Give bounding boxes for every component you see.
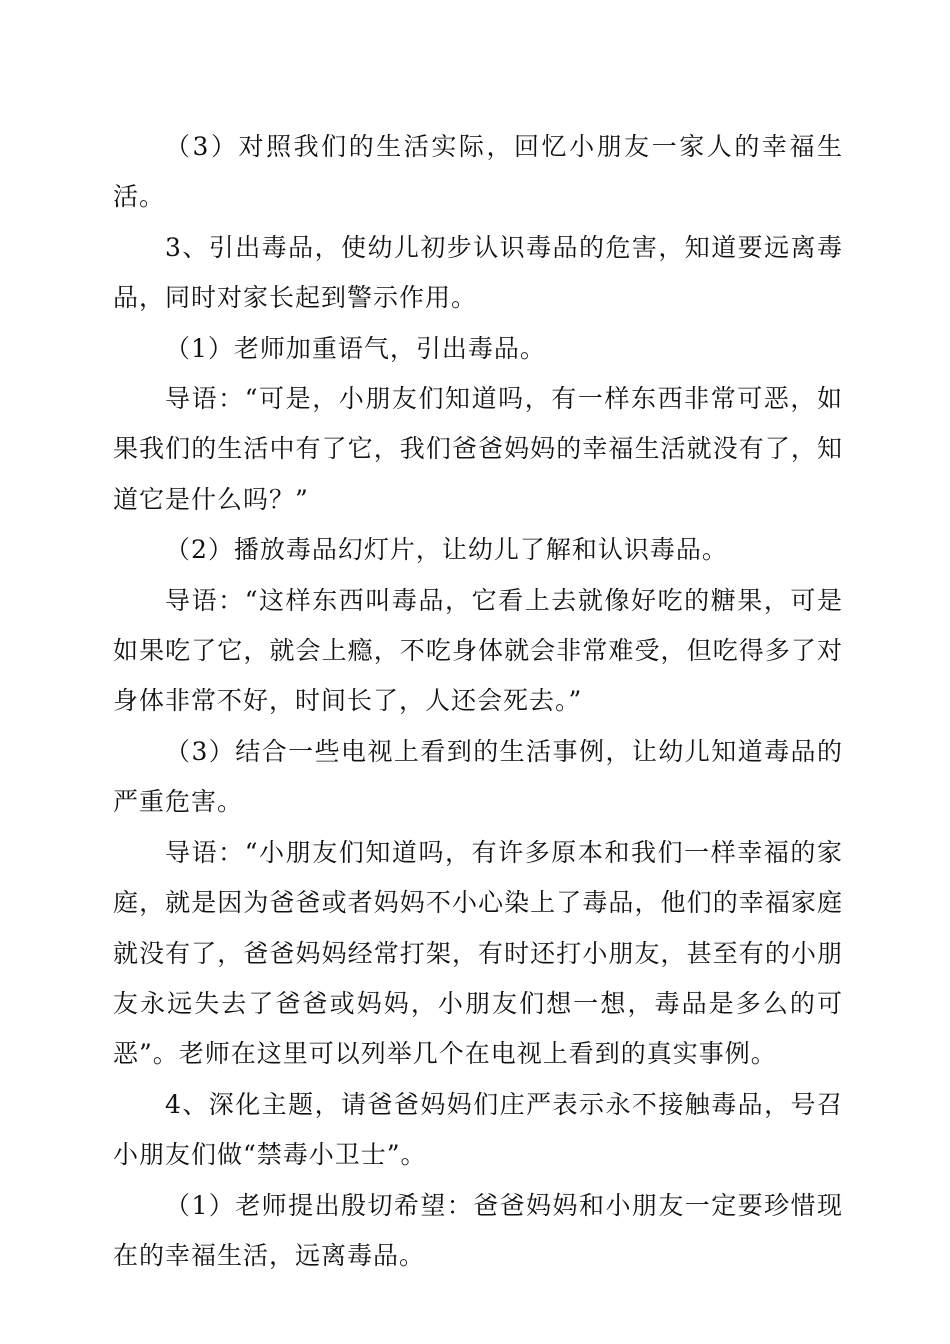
paragraph-step-1: （1）老师加重语气，引出毒品。 (165, 333, 546, 363)
paragraph-guide-2: 导语：“这样东西叫毒品，它看上去就像好吃的糖果，可是如果吃了它，就会上瘾，不吃身体就会非常难受，但吃得多了对身体非常不好，时间长了，人还会死去。” (113, 585, 843, 716)
paragraph-step-3-3: （3）对照我们的生活实际，回忆小朋友一家人的幸福生活。 (113, 132, 843, 212)
paragraph-guide-3: 导语：“小朋友们知道吗，有许多原本和我们一样幸福的家庭，就是因为爸爸或者妈妈不小心染上了毒品，他们的幸福家庭就没有了，爸爸妈妈经常打架，有时还打小朋友，甚至有的小朋友永远失去了爸爸或妈妈，小朋友们想一想，毒品是多么的可恶”。老师在这里可以列举几个在电视上看到的真实事例。 (113, 837, 843, 1069)
paragraph-step-3: （3）结合一些电视上看到的生活事例，让幼儿知道毒品的严重危害。 (113, 736, 843, 817)
document-body (113, 122, 843, 1281)
paragraph-guide-1: 导语：“可是，小朋友们知道吗，有一样东西非常可恶，如果我们的生活中有了它，我们爸爸妈妈的幸福生活就没有了，知道它是什么吗？” (113, 384, 843, 514)
paragraph-step-4-1: （1）老师提出殷切希望：爸爸妈妈和小朋友一定要珍惜现在的幸福生活，远离毒品。 (113, 1190, 843, 1270)
paragraph-step-2: （2）播放毒品幻灯片，让幼儿了解和认识毒品。 (165, 535, 728, 565)
paragraph-section-3-heading: 3、引出毒品，使幼儿初步认识毒品的危害，知道要远离毒品，同时对家长起到警示作用。 (113, 232, 843, 313)
paragraph-section-4-heading: 4、深化主题，请爸爸妈妈们庄严表示永不接触毒品，号召小朋友们做“禁毒小卫士”。 (113, 1089, 843, 1170)
